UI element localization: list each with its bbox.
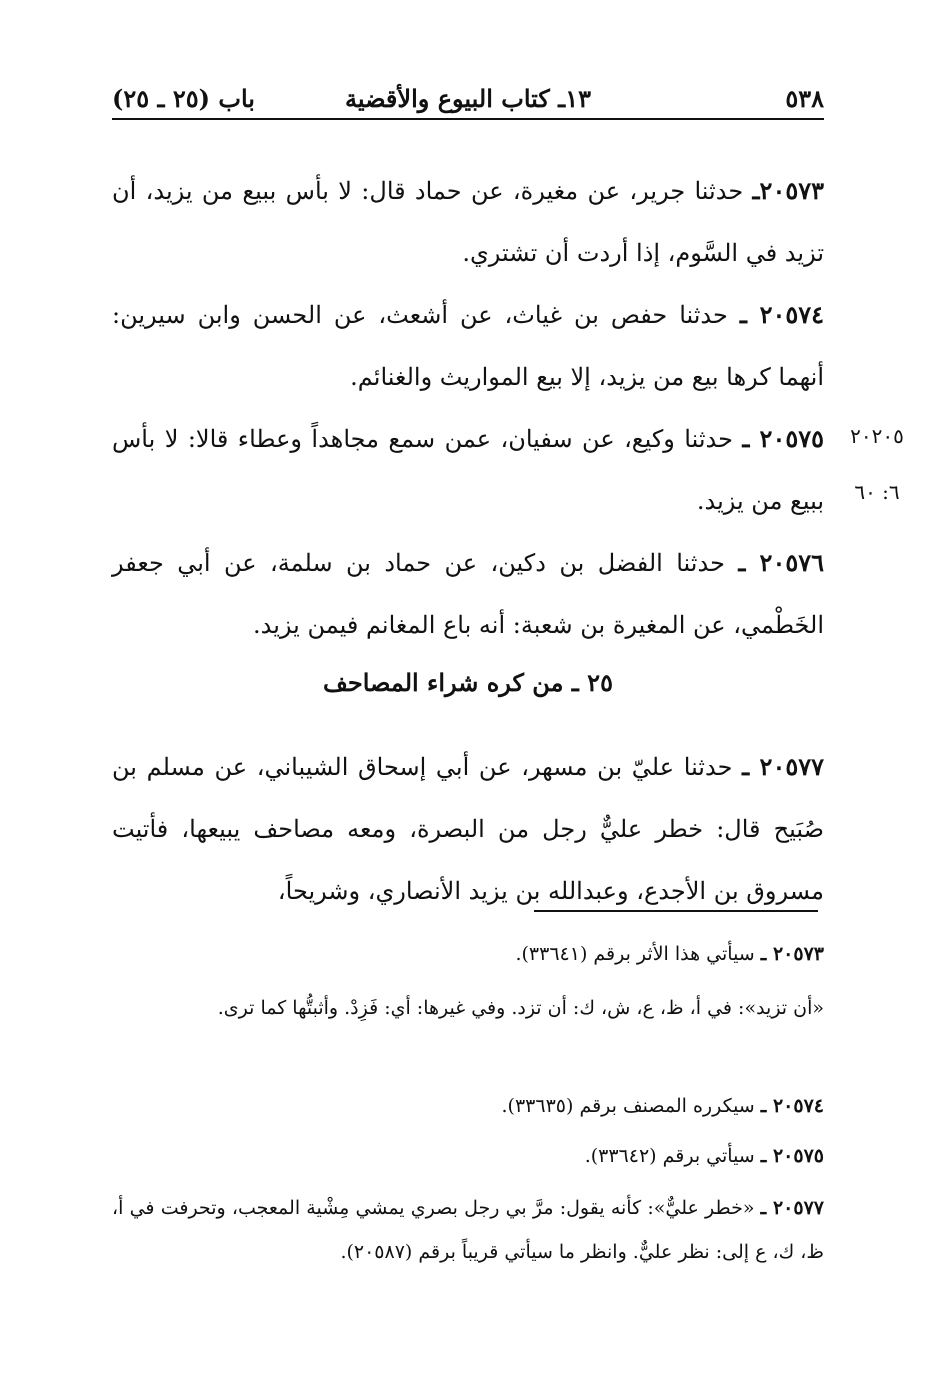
footnote-text: «أن تزيد»: في أ، ظ، ع، ش، ك: أن تزد. وفي غيرها: أي: فَزِدْ. وأثبتُّها كما ترى. <box>217 997 824 1019</box>
footnote-text: سيأتي هذا الأثر برقم (٣٣٦٤١). <box>515 943 755 965</box>
chapter-label: باب (٢٥ ـ ٢٥) <box>112 84 255 113</box>
footnote <box>112 932 824 976</box>
footnote-number: ٢٠٥٧٧ ـ <box>760 1197 824 1219</box>
hadith-paragraph <box>112 408 824 532</box>
section-heading: ٢٥ ـ من كره شراء المصاحف <box>323 668 613 697</box>
hadith-number: ٢٠٥٧٥ ـ <box>742 424 824 453</box>
footnote <box>112 1186 824 1274</box>
footnote-text: سيكرره المصنف برقم (٣٣٦٣٥). <box>501 1095 755 1117</box>
running-header <box>112 78 824 120</box>
hadith-paragraph <box>112 736 824 922</box>
hadith-paragraph <box>112 284 824 408</box>
hadith-text: حدثنا حفص بن غياث، عن أشعث، عن الحسن وابن سيرين: أنهما كرها بيع من يزيد، إلا بيع المواريث والغنائم. <box>112 301 824 391</box>
page-number: ٥٣٨ <box>785 84 824 113</box>
hadith-paragraph <box>112 532 824 656</box>
hadith-number: ٢٠٥٧٣ـ <box>752 176 824 205</box>
footnote-separator <box>534 910 818 912</box>
footnote-text: سيأتي برقم (٣٣٦٤٢). <box>584 1145 755 1167</box>
hadith-number: ٢٠٥٧٧ ـ <box>742 752 824 781</box>
footnote-number: ٢٠٥٧٥ ـ <box>760 1145 824 1167</box>
book-title: ١٣ـ كتاب البيوع والأقضية <box>345 84 591 113</box>
hadith-text: حدثنا عليّ بن مسهر، عن أبي إسحاق الشيباني، عن مسلم بن صُبَيح قال: خطر عليٌّ رجل من البصرة، ومعه مصاحف يبيعها، فأتيت مسروق بن الأجدع، وعبدالله بن يزيد الأنصاري، وشريحاً، <box>112 753 824 905</box>
hadith-number: ٢٠٥٧٤ ـ <box>739 300 825 329</box>
hadith-text: حدثنا وكيع، عن سفيان، عمن سمع مجاهداً وعطاء قالا: لا بأس ببيع من يزيد. <box>112 425 824 515</box>
footnote-text: «خطر عليٌّ»: كأنه يقول: مرَّ بي رجل بصري يمشي مِشْية المعجب، وتحرفت في أ، ظ، ك، ع إلى: نظر عليٌّ. وانظر ما سيأتي قريباً برقم (٢٠٥٨٧). <box>112 1197 824 1263</box>
footnote <box>112 1084 824 1128</box>
footnote-number: ٢٠٥٧٣ ـ <box>760 943 824 965</box>
hadith-text: حدثنا الفضل بن دكين، عن حماد بن سلمة، عن أبي جعفر الخَطْمي، عن المغيرة بن شعبة: أنه باع المغانم فيمن يزيد. <box>112 549 824 639</box>
margin-reference: ٦: ٦٠ <box>854 480 900 504</box>
footnote <box>112 986 824 1030</box>
margin-reference: ٢٠٢٠٥ <box>850 424 904 448</box>
hadith-paragraph <box>112 160 824 284</box>
footnote-number: ٢٠٥٧٤ ـ <box>760 1095 824 1117</box>
footnote <box>112 1134 824 1178</box>
hadith-text: حدثنا جرير، عن مغيرة، عن حماد قال: لا بأس ببيع من يزيد، أن تزيد في السَّوم، إذا أردت أن تشتري. <box>112 177 824 267</box>
hadith-number: ٢٠٥٧٦ ـ <box>738 548 824 577</box>
